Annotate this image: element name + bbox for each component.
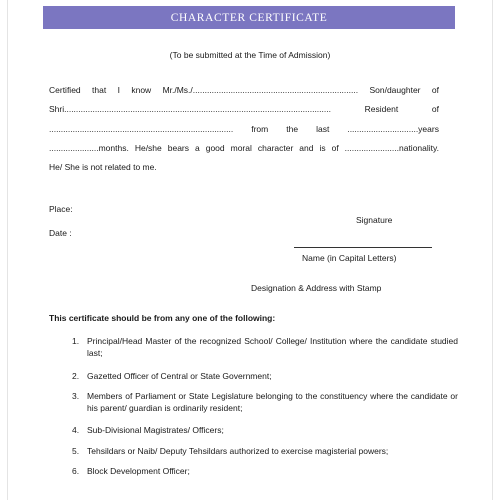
- signature-label: Signature: [356, 215, 393, 225]
- item-number: 3.: [72, 391, 80, 401]
- word: good: [205, 143, 225, 153]
- word: bears: [167, 143, 190, 153]
- name-label: Name (in Capital Letters): [302, 253, 397, 263]
- word: character: [257, 143, 294, 153]
- word: last: [316, 124, 330, 134]
- place-label: Place:: [49, 204, 73, 214]
- item-text: Sub-Divisional Magistrates/ Officers;: [87, 425, 224, 435]
- item-text: Principal/Head Master of the recognized School/ College/ Institution where the candidate studied last;: [87, 336, 458, 358]
- list-item: [72, 336, 458, 359]
- name-blank: Mr./Ms./......................................................................: [162, 85, 359, 95]
- signature-line: [294, 247, 432, 248]
- word: that: [92, 85, 107, 95]
- word: from: [251, 124, 269, 134]
- word: of: [431, 104, 439, 114]
- body-line-3: [49, 124, 439, 134]
- word: Son/daughter: [369, 85, 421, 95]
- date-label: Date :: [49, 228, 72, 238]
- address-blank: ..............................................................................: [49, 124, 234, 134]
- word: a: [195, 143, 200, 153]
- word: Resident: [364, 104, 399, 114]
- subtitle: (To be submitted at the Time of Admission): [169, 50, 331, 60]
- body-line-1: [49, 85, 439, 95]
- issuers-heading: This certificate should be from any one of the following:: [49, 313, 276, 323]
- list-item: [72, 466, 458, 478]
- word: of: [331, 143, 339, 153]
- list-item: [72, 446, 458, 458]
- word: and: [299, 143, 314, 153]
- list-item: [72, 371, 458, 383]
- word: moral: [230, 143, 252, 153]
- list-item: [72, 391, 458, 414]
- body-line-2: [49, 104, 439, 114]
- word: of: [431, 85, 439, 95]
- item-number: 4.: [72, 425, 80, 435]
- item-number: 2.: [72, 371, 80, 381]
- word: know: [131, 85, 152, 95]
- item-number: 5.: [72, 446, 80, 456]
- item-text: Gazetted Officer of Central or State Government;: [87, 371, 272, 381]
- word: He/she: [134, 143, 162, 153]
- item-text: Members of Parliament or State Legislature belonging to the constituency where the candidate or his parent/ guardian is ordinarily resident;: [87, 391, 458, 413]
- word: I: [117, 85, 120, 95]
- nationality-blank: .......................nationality.: [344, 143, 439, 153]
- item-number: 6.: [72, 466, 80, 476]
- item-text: Block Development Officer;: [87, 466, 190, 476]
- word: Certified: [49, 85, 81, 95]
- item-number: 1.: [72, 336, 80, 346]
- word: the: [286, 124, 299, 134]
- item-text: Tehsildars or Naib/ Deputy Tehsildars authorized to exercise magisterial powers;: [87, 446, 389, 456]
- title-banner: [43, 6, 455, 29]
- years-blank: ..............................years: [347, 124, 439, 134]
- not-related-statement: He/ She is not related to me.: [49, 162, 157, 172]
- certificate-title: CHARACTER CERTIFICATE: [170, 11, 328, 24]
- months-blank: .....................months.: [49, 143, 129, 153]
- list-item: [72, 425, 458, 437]
- father-name-blank: Shri.................................................................................................................: [49, 104, 331, 114]
- body-line-4: [49, 143, 439, 153]
- designation-label: Designation & Address with Stamp: [251, 283, 382, 293]
- word: is: [319, 143, 326, 153]
